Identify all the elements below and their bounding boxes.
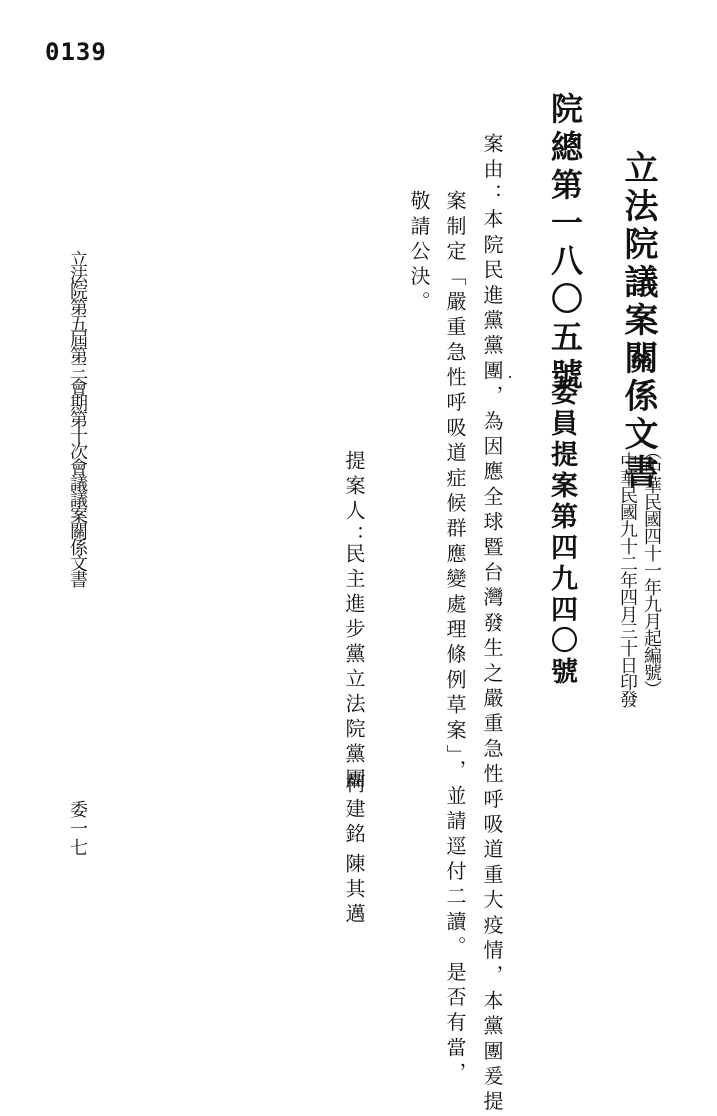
proposer-party: 民主進步黨立法院黨團 [342,543,366,793]
scan-speck [509,376,511,378]
proposer-name: 陳其邁 [342,853,366,928]
page-number: 0139 [45,38,107,66]
case-text-line: 案制定「嚴重急性呼吸道症候群應變處理條例草案」，並請逕付二讀。是否有當， [443,190,467,1088]
committee-proposal-number: 委員提案第四九四〇號 [546,378,577,688]
numbering-note: （中華民國四十一年九月起編號） [641,442,662,697]
committee-page-number: 委一七 [67,800,88,857]
document-title: 立法院議案關係文書 [618,150,658,492]
session-caption: 立法院第五屆第三會期第十次會議議案關係文書 [67,250,88,586]
case-text-line: 敬請公決。 [407,190,431,316]
case-text-line: 案由：本院民進黨黨團，為因應全球暨台灣發生之嚴重急性呼吸道重大疫情，本黨團爰提 [480,133,504,1116]
print-date: 中華民國九十二年四月三十日印發 [617,452,638,707]
yuan-case-number: 院總第一八〇五號 [546,92,584,396]
proposer-label: 提案人： [342,450,366,550]
proposer-name: 柯建銘 [342,773,366,848]
